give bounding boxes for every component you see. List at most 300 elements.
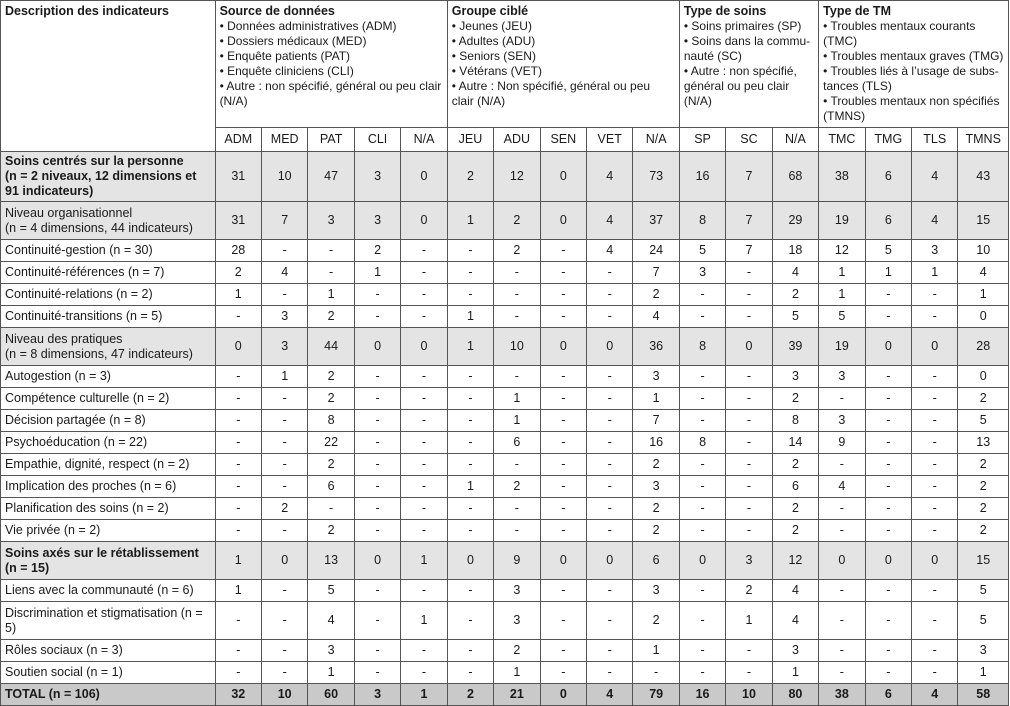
row-label-text: Niveau des pratiques bbox=[5, 331, 123, 346]
value-cell: 2 bbox=[494, 240, 540, 262]
value-cell: 4 bbox=[912, 202, 958, 240]
value-cell: - bbox=[865, 640, 911, 662]
value-cell: 3 bbox=[494, 580, 540, 602]
table-row bbox=[1, 306, 1009, 328]
value-cell: - bbox=[726, 662, 772, 684]
value-cell: 1 bbox=[958, 284, 1009, 306]
value-cell: 2 bbox=[772, 388, 818, 410]
value-cell: 0 bbox=[912, 542, 958, 580]
care-type-item: • Autre : non spécifié, général ou peu clair (N/A) bbox=[683, 64, 797, 108]
column-code: SP bbox=[679, 128, 725, 152]
value-cell: - bbox=[215, 388, 261, 410]
value-cell: 1 bbox=[308, 662, 354, 684]
value-cell: 2 bbox=[772, 454, 818, 476]
value-cell: 15 bbox=[958, 542, 1009, 580]
value-cell: - bbox=[679, 476, 725, 498]
row-label-text: Compétence culturelle (n = 2) bbox=[5, 391, 170, 405]
value-cell: 7 bbox=[726, 152, 772, 202]
value-cell: - bbox=[401, 284, 447, 306]
value-cell: 1 bbox=[447, 476, 493, 498]
row-label bbox=[1, 432, 216, 454]
value-cell: 14 bbox=[772, 432, 818, 454]
value-cell: 5 bbox=[308, 580, 354, 602]
value-cell: 5 bbox=[772, 306, 818, 328]
column-code: ADU bbox=[494, 128, 540, 152]
value-cell: - bbox=[865, 366, 911, 388]
value-cell: 0 bbox=[958, 366, 1009, 388]
value-cell: 2 bbox=[633, 284, 679, 306]
value-cell: - bbox=[494, 520, 540, 542]
value-cell: - bbox=[540, 366, 586, 388]
value-cell: - bbox=[726, 388, 772, 410]
value-cell: 1 bbox=[447, 306, 493, 328]
value-cell: - bbox=[215, 306, 261, 328]
column-code: TMNS bbox=[958, 128, 1009, 152]
value-cell: - bbox=[261, 410, 307, 432]
value-cell: - bbox=[354, 432, 400, 454]
value-cell: - bbox=[912, 640, 958, 662]
value-cell: 2 bbox=[308, 388, 354, 410]
value-cell: 3 bbox=[261, 306, 307, 328]
value-cell: 1 bbox=[912, 262, 958, 284]
value-cell: 5 bbox=[958, 602, 1009, 640]
value-cell: - bbox=[354, 388, 400, 410]
value-cell: - bbox=[447, 498, 493, 520]
value-cell: 58 bbox=[958, 684, 1009, 706]
value-cell: - bbox=[261, 432, 307, 454]
value-cell: 38 bbox=[819, 152, 865, 202]
value-cell: 3 bbox=[772, 366, 818, 388]
value-cell: 2 bbox=[772, 498, 818, 520]
value-cell: 1 bbox=[494, 388, 540, 410]
value-cell: - bbox=[215, 498, 261, 520]
value-cell: - bbox=[215, 602, 261, 640]
value-cell: 22 bbox=[308, 432, 354, 454]
target-group-item: • Vétérans (VET) bbox=[451, 64, 542, 78]
value-cell: - bbox=[261, 662, 307, 684]
value-cell: 31 bbox=[215, 202, 261, 240]
value-cell: - bbox=[354, 520, 400, 542]
value-cell: - bbox=[912, 454, 958, 476]
value-cell: 4 bbox=[261, 262, 307, 284]
value-cell: 2 bbox=[958, 476, 1009, 498]
value-cell: 2 bbox=[447, 152, 493, 202]
value-cell: - bbox=[447, 388, 493, 410]
value-cell: - bbox=[540, 240, 586, 262]
value-cell: 1 bbox=[633, 640, 679, 662]
value-cell: - bbox=[865, 432, 911, 454]
row-label-text: Rôles sociaux (n = 3) bbox=[5, 643, 123, 657]
value-cell: 6 bbox=[772, 476, 818, 498]
value-cell: 10 bbox=[261, 152, 307, 202]
description-header bbox=[1, 1, 216, 152]
target-group-item: • Autre : Non spécifié, général ou peu clair (N/A) bbox=[451, 79, 651, 108]
value-cell: 5 bbox=[819, 306, 865, 328]
value-cell: 12 bbox=[494, 152, 540, 202]
row-sublabel: (n = 4 dimensions, 44 indicateurs) bbox=[5, 220, 193, 235]
value-cell: 2 bbox=[726, 580, 772, 602]
value-cell: - bbox=[865, 284, 911, 306]
column-code: SC bbox=[726, 128, 772, 152]
value-cell: - bbox=[679, 640, 725, 662]
value-cell: 80 bbox=[772, 684, 818, 706]
value-cell: 1 bbox=[958, 662, 1009, 684]
row-label bbox=[1, 366, 216, 388]
value-cell: - bbox=[865, 454, 911, 476]
column-code: TMG bbox=[865, 128, 911, 152]
value-cell: - bbox=[447, 580, 493, 602]
value-cell: - bbox=[354, 454, 400, 476]
table-row bbox=[1, 602, 1009, 640]
description-header-title: Description des indicateurs bbox=[5, 4, 169, 18]
value-cell: 13 bbox=[958, 432, 1009, 454]
value-cell: - bbox=[261, 454, 307, 476]
value-cell: - bbox=[447, 366, 493, 388]
value-cell: - bbox=[912, 602, 958, 640]
value-cell: 4 bbox=[587, 240, 633, 262]
column-code: VET bbox=[587, 128, 633, 152]
value-cell: 5 bbox=[679, 240, 725, 262]
value-cell: - bbox=[540, 284, 586, 306]
row-label-text: Continuité-relations (n = 2) bbox=[5, 287, 153, 301]
value-cell: 0 bbox=[865, 542, 911, 580]
value-cell: - bbox=[912, 410, 958, 432]
value-cell: - bbox=[912, 498, 958, 520]
value-cell: - bbox=[215, 410, 261, 432]
value-cell: 0 bbox=[401, 152, 447, 202]
value-cell: - bbox=[540, 262, 586, 284]
value-cell: 2 bbox=[354, 240, 400, 262]
value-cell: - bbox=[447, 240, 493, 262]
row-label-text: Psychoéducation (n = 22) bbox=[5, 435, 148, 449]
row-label bbox=[1, 152, 216, 202]
value-cell: - bbox=[726, 520, 772, 542]
value-cell: - bbox=[912, 662, 958, 684]
row-label bbox=[1, 476, 216, 498]
value-cell: 3 bbox=[633, 580, 679, 602]
value-cell: - bbox=[865, 602, 911, 640]
value-cell: - bbox=[215, 662, 261, 684]
value-cell: - bbox=[726, 284, 772, 306]
value-cell: 4 bbox=[308, 602, 354, 640]
value-cell: 2 bbox=[494, 202, 540, 240]
disorder-type-item: • Troubles mentaux courants (TMC) bbox=[823, 19, 976, 48]
value-cell: - bbox=[819, 580, 865, 602]
value-cell: - bbox=[540, 580, 586, 602]
value-cell: - bbox=[865, 476, 911, 498]
value-cell: - bbox=[354, 580, 400, 602]
row-label-text: Implication des proches (n = 6) bbox=[5, 479, 177, 493]
table-row bbox=[1, 410, 1009, 432]
value-cell: 7 bbox=[261, 202, 307, 240]
value-cell: 8 bbox=[308, 410, 354, 432]
data-source-item: • Enquête patients (PAT) bbox=[219, 49, 351, 63]
data-source-header bbox=[215, 1, 447, 128]
value-cell: - bbox=[912, 366, 958, 388]
value-cell: 6 bbox=[865, 202, 911, 240]
value-cell: - bbox=[354, 602, 400, 640]
column-code: CLI bbox=[354, 128, 400, 152]
value-cell: - bbox=[215, 366, 261, 388]
value-cell: - bbox=[401, 306, 447, 328]
value-cell: - bbox=[401, 410, 447, 432]
table-row bbox=[1, 640, 1009, 662]
value-cell: - bbox=[215, 454, 261, 476]
value-cell: - bbox=[726, 476, 772, 498]
value-cell: 15 bbox=[958, 202, 1009, 240]
value-cell: 0 bbox=[540, 684, 586, 706]
value-cell: 0 bbox=[912, 328, 958, 366]
row-label bbox=[1, 262, 216, 284]
row-label bbox=[1, 328, 216, 366]
row-label-text: Discrimination et stigmatisation (n = 5) bbox=[5, 605, 203, 635]
value-cell: 1 bbox=[772, 662, 818, 684]
table-row bbox=[1, 520, 1009, 542]
value-cell: 7 bbox=[633, 262, 679, 284]
value-cell: - bbox=[540, 410, 586, 432]
column-code: ADM bbox=[215, 128, 261, 152]
value-cell: - bbox=[401, 580, 447, 602]
value-cell: 7 bbox=[633, 410, 679, 432]
row-label bbox=[1, 388, 216, 410]
row-label bbox=[1, 662, 216, 684]
value-cell: - bbox=[865, 580, 911, 602]
value-cell: 79 bbox=[633, 684, 679, 706]
row-label-text: Soins axés sur le rétablissement bbox=[5, 545, 199, 560]
value-cell: 2 bbox=[633, 454, 679, 476]
row-label bbox=[1, 520, 216, 542]
value-cell: 6 bbox=[865, 152, 911, 202]
row-sublabel: (n = 2 niveaux, 12 dimensions et 91 indicateurs) bbox=[5, 169, 197, 198]
value-cell: - bbox=[447, 602, 493, 640]
value-cell: - bbox=[494, 454, 540, 476]
value-cell: - bbox=[726, 454, 772, 476]
value-cell: - bbox=[587, 476, 633, 498]
care-type-title: Type de soins bbox=[683, 4, 767, 18]
value-cell: 0 bbox=[540, 328, 586, 366]
value-cell: 8 bbox=[679, 202, 725, 240]
value-cell: - bbox=[679, 306, 725, 328]
value-cell: 3 bbox=[308, 640, 354, 662]
row-label-text: Décision partagée (n = 8) bbox=[5, 413, 146, 427]
value-cell: 13 bbox=[308, 542, 354, 580]
value-cell: - bbox=[401, 454, 447, 476]
row-label-text: Liens avec la communauté (n = 6) bbox=[5, 583, 194, 597]
value-cell: 0 bbox=[587, 542, 633, 580]
value-cell: - bbox=[865, 388, 911, 410]
value-cell: 1 bbox=[354, 262, 400, 284]
value-cell: - bbox=[726, 366, 772, 388]
data-source-item: • Données administratives (ADM) bbox=[219, 19, 397, 33]
value-cell: 4 bbox=[587, 684, 633, 706]
value-cell: 1 bbox=[308, 284, 354, 306]
disorder-type-item: • Troubles mentaux graves (TMG) bbox=[823, 49, 1004, 63]
value-cell: 1 bbox=[633, 388, 679, 410]
value-cell: - bbox=[587, 432, 633, 454]
value-cell: 1 bbox=[215, 580, 261, 602]
value-cell: 8 bbox=[679, 328, 725, 366]
value-cell: 4 bbox=[912, 152, 958, 202]
value-cell: 10 bbox=[494, 328, 540, 366]
value-cell: 43 bbox=[958, 152, 1009, 202]
value-cell: - bbox=[354, 476, 400, 498]
value-cell: - bbox=[215, 520, 261, 542]
column-code: SEN bbox=[540, 128, 586, 152]
row-label bbox=[1, 640, 216, 662]
value-cell: - bbox=[540, 520, 586, 542]
value-cell: - bbox=[865, 520, 911, 542]
column-code: TLS bbox=[912, 128, 958, 152]
value-cell: - bbox=[354, 306, 400, 328]
value-cell: - bbox=[261, 602, 307, 640]
value-cell: 8 bbox=[772, 410, 818, 432]
row-label-text: Autogestion (n = 3) bbox=[5, 369, 111, 383]
value-cell: 2 bbox=[958, 498, 1009, 520]
value-cell: 2 bbox=[633, 498, 679, 520]
value-cell: 6 bbox=[494, 432, 540, 454]
value-cell: - bbox=[679, 520, 725, 542]
value-cell: - bbox=[540, 602, 586, 640]
value-cell: 21 bbox=[494, 684, 540, 706]
value-cell: - bbox=[912, 306, 958, 328]
value-cell: - bbox=[865, 498, 911, 520]
care-type-item: • Soins primaires (SP) bbox=[683, 19, 802, 33]
value-cell: 44 bbox=[308, 328, 354, 366]
value-cell: 0 bbox=[540, 152, 586, 202]
value-cell: 0 bbox=[354, 328, 400, 366]
value-cell: 2 bbox=[958, 520, 1009, 542]
row-label bbox=[1, 542, 216, 580]
value-cell: - bbox=[447, 454, 493, 476]
total-row bbox=[1, 684, 1009, 706]
value-cell: 3 bbox=[308, 202, 354, 240]
value-cell: 60 bbox=[308, 684, 354, 706]
value-cell: - bbox=[679, 388, 725, 410]
value-cell: - bbox=[447, 432, 493, 454]
value-cell: - bbox=[401, 662, 447, 684]
value-cell: 36 bbox=[633, 328, 679, 366]
row-label-text: Vie privée (n = 2) bbox=[5, 523, 101, 537]
value-cell: - bbox=[261, 640, 307, 662]
value-cell: - bbox=[540, 640, 586, 662]
value-cell: - bbox=[679, 662, 725, 684]
value-cell: 6 bbox=[865, 684, 911, 706]
value-cell: 5 bbox=[958, 410, 1009, 432]
row-label-text: Niveau organisationnel bbox=[5, 205, 133, 220]
table-row bbox=[1, 454, 1009, 476]
value-cell: - bbox=[726, 262, 772, 284]
value-cell: 10 bbox=[261, 684, 307, 706]
care-type-header bbox=[679, 1, 818, 128]
value-cell: - bbox=[494, 262, 540, 284]
level-row bbox=[1, 542, 1009, 580]
row-label-text: Continuité-gestion (n = 30) bbox=[5, 243, 153, 257]
value-cell: - bbox=[726, 432, 772, 454]
value-cell: 1 bbox=[819, 262, 865, 284]
value-cell: 1 bbox=[401, 542, 447, 580]
disorder-type-header bbox=[819, 1, 1009, 128]
column-code: N/A bbox=[633, 128, 679, 152]
value-cell: 3 bbox=[261, 328, 307, 366]
column-code: N/A bbox=[401, 128, 447, 152]
value-cell: - bbox=[401, 432, 447, 454]
row-label bbox=[1, 498, 216, 520]
value-cell: - bbox=[912, 388, 958, 410]
row-sublabel: (n = 15) bbox=[5, 560, 50, 575]
column-code: MED bbox=[261, 128, 307, 152]
value-cell: 7 bbox=[726, 202, 772, 240]
value-cell: 1 bbox=[447, 328, 493, 366]
value-cell: - bbox=[587, 602, 633, 640]
value-cell: 18 bbox=[772, 240, 818, 262]
row-sublabel: (n = 8 dimensions, 47 indicateurs) bbox=[5, 346, 193, 361]
value-cell: 0 bbox=[215, 328, 261, 366]
table-row bbox=[1, 284, 1009, 306]
value-cell: - bbox=[401, 240, 447, 262]
value-cell: - bbox=[865, 662, 911, 684]
value-cell: 6 bbox=[633, 542, 679, 580]
level-row bbox=[1, 152, 1009, 202]
row-label bbox=[1, 602, 216, 640]
table-row bbox=[1, 366, 1009, 388]
value-cell: 28 bbox=[215, 240, 261, 262]
value-cell: 2 bbox=[308, 454, 354, 476]
row-label-text: Soutien social (n = 1) bbox=[5, 665, 123, 679]
value-cell: - bbox=[354, 366, 400, 388]
value-cell: 4 bbox=[819, 476, 865, 498]
value-cell: 0 bbox=[587, 328, 633, 366]
value-cell: 0 bbox=[540, 542, 586, 580]
value-cell: - bbox=[587, 498, 633, 520]
value-cell: - bbox=[587, 580, 633, 602]
value-cell: - bbox=[912, 580, 958, 602]
value-cell: - bbox=[447, 262, 493, 284]
value-cell: - bbox=[587, 410, 633, 432]
value-cell: - bbox=[215, 476, 261, 498]
value-cell: 32 bbox=[215, 684, 261, 706]
value-cell: - bbox=[587, 640, 633, 662]
row-label bbox=[1, 202, 216, 240]
value-cell: - bbox=[633, 662, 679, 684]
value-cell: - bbox=[401, 476, 447, 498]
value-cell: - bbox=[540, 306, 586, 328]
value-cell: 37 bbox=[633, 202, 679, 240]
disorder-type-item: • Troubles mentaux non spécifiés (TMNS) bbox=[823, 94, 1000, 123]
value-cell: 3 bbox=[354, 684, 400, 706]
row-label bbox=[1, 580, 216, 602]
value-cell: - bbox=[865, 306, 911, 328]
value-cell: - bbox=[587, 284, 633, 306]
target-group-item: • Seniors (SEN) bbox=[451, 49, 536, 63]
value-cell: - bbox=[726, 410, 772, 432]
value-cell: - bbox=[447, 410, 493, 432]
row-label-text: Planification des soins (n = 2) bbox=[5, 501, 169, 515]
target-group-header bbox=[447, 1, 679, 128]
column-code: N/A bbox=[772, 128, 818, 152]
disorder-type-item: • Troubles liés à l’usage de substances (TLS) bbox=[823, 64, 999, 93]
value-cell: 3 bbox=[633, 366, 679, 388]
table-row bbox=[1, 388, 1009, 410]
target-group-item: • Adultes (ADU) bbox=[451, 34, 536, 48]
value-cell: - bbox=[354, 640, 400, 662]
table-row bbox=[1, 262, 1009, 284]
value-cell: 0 bbox=[354, 542, 400, 580]
value-cell: 3 bbox=[726, 542, 772, 580]
value-cell: 68 bbox=[772, 152, 818, 202]
value-cell: - bbox=[679, 454, 725, 476]
value-cell: 3 bbox=[354, 152, 400, 202]
value-cell: 16 bbox=[679, 684, 725, 706]
